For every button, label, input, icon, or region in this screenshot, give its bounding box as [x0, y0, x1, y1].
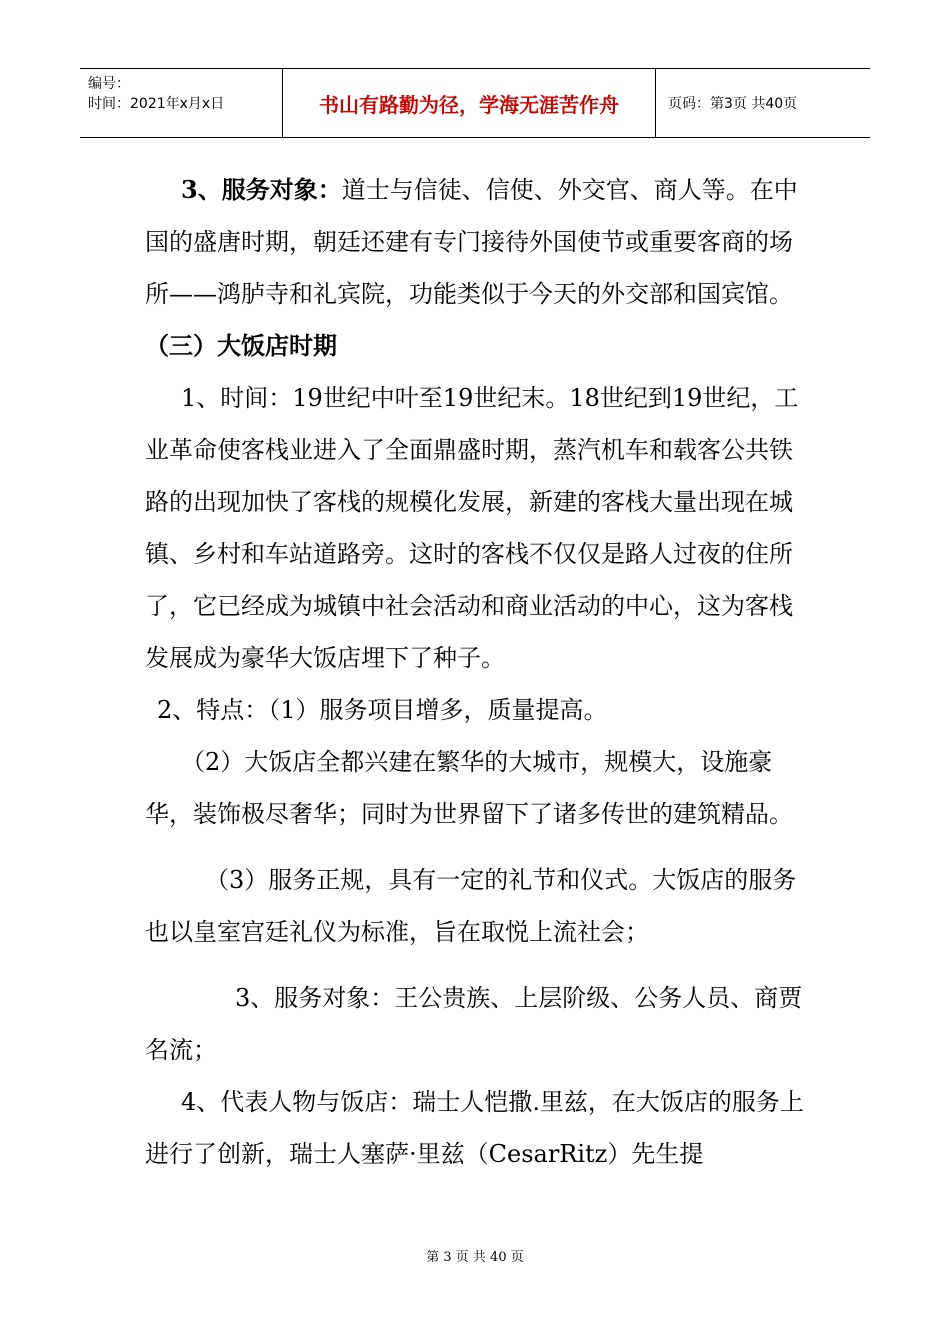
- header-meta: [80, 69, 283, 137]
- section-heading: （三）大饭店时期: [145, 331, 337, 360]
- document-header: [80, 68, 870, 138]
- paragraph-text: 道士与信徒、信使、外交官、商人等。在中国的盛唐时期，朝廷还建有专门接待外国使节或重要客商的场所——鸿胪寺和礼宾院，功能类似于今天的外交部和国宾馆。: [145, 176, 798, 308]
- page-footer: 第 3 页 共 40 页: [426, 1250, 524, 1265]
- header-motto: 书山有路勤为径，学海无涯苦作舟: [283, 69, 656, 137]
- document-body: [145, 164, 805, 1180]
- paragraph-time: 1、时间：19世纪中叶至19世纪末。18世纪到19世纪，工业革命使客栈业进入了全面鼎盛时期，蒸汽机车和载客公共铁路的出现加快了客栈的规模化发展，新建的客栈大量出现在城镇、乡村和车站道路旁。这时的客栈不仅仅是路人过夜的住所了，它已经成为城镇中社会活动和商业活动的中心，这为客栈发展成为豪华大饭店埋下了种子。: [145, 384, 799, 672]
- paragraph-feature-2: （2）大饭店全都兴建在繁华的大城市，规模大，设施豪华，装饰极尽奢华；同时为世界留下了诸多传世的建筑精品。: [145, 748, 793, 828]
- header-page-number: 页码：第3页 共40页: [668, 96, 798, 112]
- paragraph-lead: 3、服务对象：: [181, 175, 342, 204]
- paragraph-representative: 4、代表人物与饭店：瑞士人恺撒.里兹，在大饭店的服务上进行了创新，瑞士人塞萨·里兹（CesarRitz）先生提: [145, 1088, 804, 1168]
- paragraph-service-objects: [145, 164, 805, 320]
- document-number-label: 编号：: [88, 76, 130, 92]
- paragraph-service-objects-2: 3、服务对象：王公贵族、上层阶级、公务人员、商贾名流；: [145, 984, 803, 1064]
- document-date-label: 时间：2021年x月x日: [88, 96, 225, 112]
- paragraph-features: 2、特点：（1）服务项目增多，质量提高。: [157, 696, 608, 724]
- paragraph-feature-3: （3）服务正规，具有一定的礼节和仪式。大饭店的服务也以皇室宫廷礼仪为标准，旨在取悦上流社会；: [145, 866, 797, 946]
